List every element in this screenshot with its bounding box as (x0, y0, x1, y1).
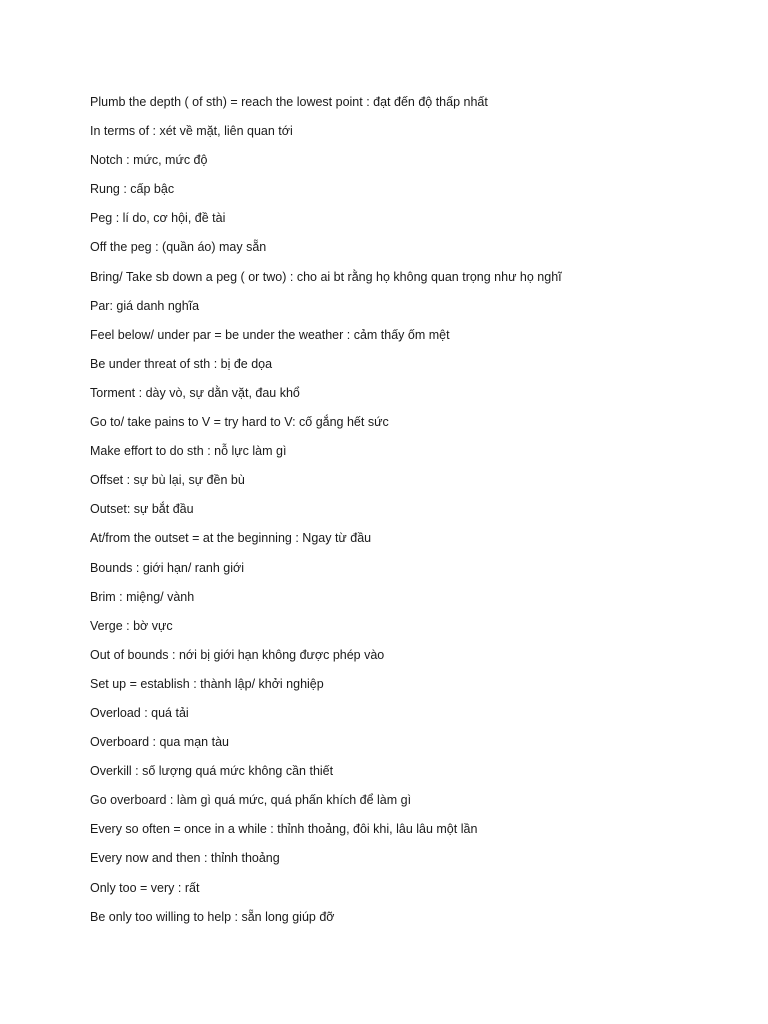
vocab-line: Outset: sự bắt đầu (90, 502, 194, 517)
vocab-line: Overboard : qua mạn tàu (90, 735, 229, 750)
vocab-line: Peg : lí do, cơ hội, đề tài (90, 211, 226, 226)
vocab-line: Plumb the depth ( of sth) = reach the lowest point : đạt đến độ thấp nhất (90, 95, 488, 109)
vocab-line: Torment : dày vò, sự dằn vặt, đau khổ (90, 385, 300, 400)
vocab-line: Only too = very : rất (90, 880, 200, 895)
vocab-line: Par: giá danh nghĩa (90, 298, 200, 313)
vocab-line: Go overboard : làm gì quá mức, quá phấn khích để làm gì (90, 793, 412, 808)
vocab-line: Overkill : số lượng quá mức không cần thiết (90, 764, 334, 779)
vocab-line: Set up = establish : thành lập/ khởi nghiệp (90, 676, 324, 691)
vocab-line: Brim : miệng/ vành (90, 589, 195, 604)
vocab-line: Every so often = once in a while : thỉnh thoảng, đôi khi, lâu lâu một lần (90, 822, 478, 837)
vocab-line: Feel below/ under par = be under the weather : cảm thấy ốm mệt (90, 327, 450, 342)
vocab-line: Bring/ Take sb down a peg ( or two) : cho ai bt rằng họ không quan trọng như họ nghĩ (90, 269, 562, 284)
vocab-line: At/from the outset = at the beginning : Ngay từ đầu (90, 531, 372, 546)
vocab-line: Off the peg : (quần áo) may sẵn (90, 240, 267, 255)
vocab-line: Bounds : giới hạn/ ranh giới (90, 560, 244, 575)
vocab-line: Be only too willing to help : sẵn long giúp đỡ (90, 909, 335, 924)
vocab-line: Overload : quá tải (90, 705, 189, 720)
vocab-line: Be under threat of sth : bị đe dọa (90, 356, 273, 371)
vocab-line: Every now and then : thỉnh thoảng (90, 851, 280, 866)
vocab-line: Verge : bờ vực (90, 618, 173, 633)
vocab-line: Make effort to do sth : nỗ lực làm gì (90, 444, 287, 459)
vocab-line: Notch : mức, mức độ (90, 153, 208, 168)
vocab-line: Rung : cấp bậc (90, 182, 175, 197)
vocab-line: Out of bounds : nới bị giới hạn không được phép vào (90, 647, 385, 662)
vocab-line: Offset : sự bù lại, sự đền bù (90, 473, 245, 488)
vocab-line: In terms of : xét về mặt, liên quan tới (90, 124, 293, 139)
vocabulary-list (90, 92, 730, 936)
vocab-line: Go to/ take pains to V = try hard to V: cố gắng hết sức (90, 415, 389, 430)
